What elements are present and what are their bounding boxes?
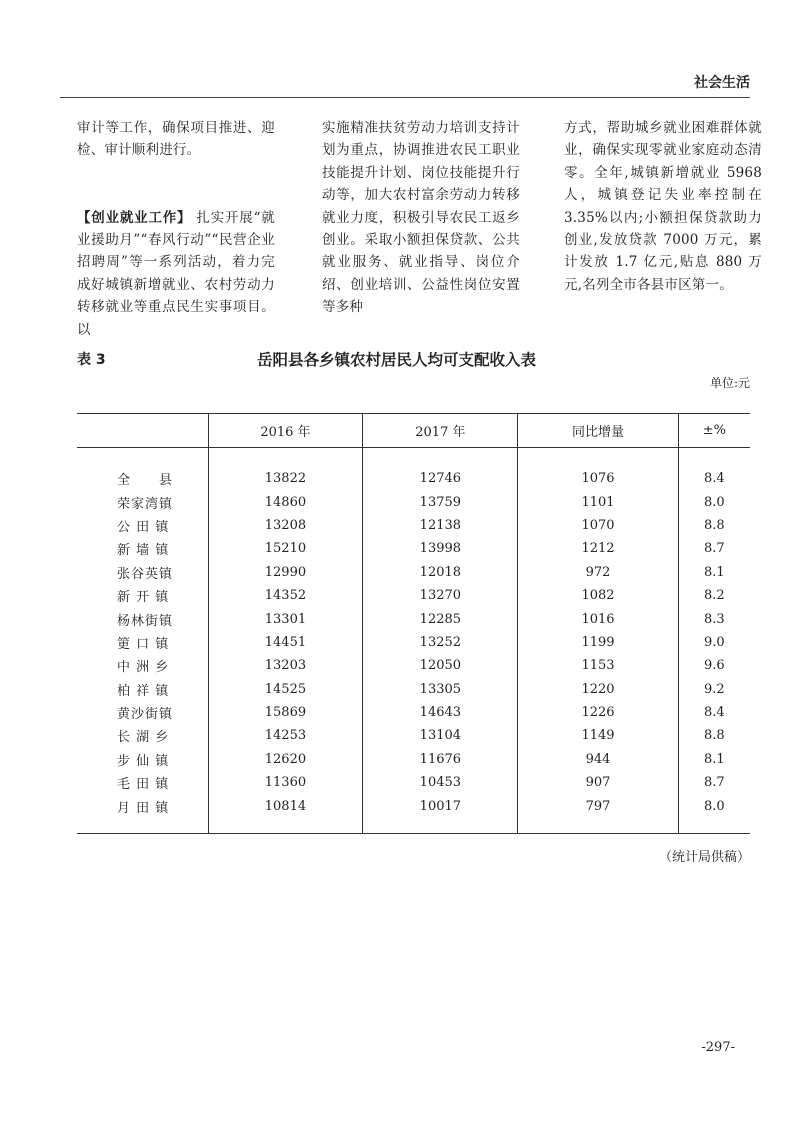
income-2017: 13104 (363, 724, 518, 747)
table-header-row (77, 414, 750, 448)
yoy-increase: 1212 (518, 537, 678, 560)
town-name: 步 仙 镇 (117, 753, 170, 769)
town-name: 荣家湾镇 (117, 496, 174, 512)
income-2017: 10453 (363, 771, 518, 794)
yoy-increase: 1153 (518, 654, 678, 677)
town-name: 月 田 镇 (117, 800, 170, 816)
yoy-increase: 1070 (518, 514, 678, 537)
table-row (77, 448, 750, 491)
table-row (77, 748, 750, 771)
income-2016: 14253 (208, 724, 363, 747)
percent-change: 8.8 (678, 514, 750, 537)
table-row (77, 701, 750, 724)
table-row (77, 514, 750, 537)
town-name: 杨林街镇 (117, 613, 174, 629)
income-2016: 15869 (208, 701, 363, 724)
yoy-increase: 1226 (518, 701, 678, 724)
income-2017: 11676 (363, 748, 518, 771)
income-2017: 13270 (363, 584, 518, 607)
percent-change: 8.7 (678, 537, 750, 560)
table-row (77, 607, 750, 630)
page-number: -297- (701, 1040, 735, 1055)
column-header: ±% (678, 414, 750, 448)
town-name: 黄沙街镇 (117, 707, 174, 723)
article-column-3 (564, 117, 762, 296)
yoy-increase: 1101 (518, 490, 678, 513)
income-2016: 14860 (208, 490, 363, 513)
paragraph: 实施精准扶贫劳动力培训支持计划为重点，协调推进农民工职业技能提升计划、岗位技能提升行动等，加大农村富余劳动力转移就业力度，积极引导农民工返乡创业。采取小额担保贷款、公共就业服务、就业指导、岗位介绍、创业培训、公益性岗位安置等多种 (322, 120, 520, 316)
yoy-increase: 797 (518, 794, 678, 833)
table-label: 表 3 (77, 352, 106, 368)
income-2017: 12050 (363, 654, 518, 677)
yoy-increase: 1199 (518, 631, 678, 654)
income-2017: 10017 (363, 794, 518, 833)
income-table (77, 413, 750, 834)
column-header (77, 414, 208, 448)
town-name: 毛 田 镇 (117, 777, 170, 793)
header-divider (60, 97, 750, 98)
income-2017: 12138 (363, 514, 518, 537)
table-row (77, 584, 750, 607)
paragraph (77, 207, 275, 341)
income-2017: 12018 (363, 561, 518, 584)
income-2016: 13301 (208, 607, 363, 630)
yoy-increase: 972 (518, 561, 678, 584)
percent-change: 8.4 (678, 701, 750, 724)
income-2016: 14352 (208, 584, 363, 607)
yoy-increase: 944 (518, 748, 678, 771)
percent-change: 9.2 (678, 678, 750, 701)
percent-change: 8.1 (678, 561, 750, 584)
town-name: 全 县 (117, 473, 174, 489)
income-2016: 11360 (208, 771, 363, 794)
percent-change: 9.0 (678, 631, 750, 654)
income-2016: 12620 (208, 748, 363, 771)
table-row (77, 724, 750, 747)
income-2017: 12746 (363, 448, 518, 491)
paragraph-text: 扎实开展“就业援助月”“春风行动”“民营企业招聘周”等一系列活动，着力完成好城镇新增就业、农村劳动力转移就业等重点民生实事项目。以 (77, 209, 275, 338)
table-row (77, 794, 750, 833)
income-2016: 12990 (208, 561, 363, 584)
table-row (77, 537, 750, 560)
town-name: 新 开 镇 (117, 590, 170, 606)
town-name: 新 墙 镇 (117, 543, 170, 559)
income-2016: 13208 (208, 514, 363, 537)
town-name: 张谷英镇 (117, 566, 174, 582)
town-name: 公 田 镇 (117, 519, 170, 535)
percent-change: 9.6 (678, 654, 750, 677)
percent-change: 8.4 (678, 448, 750, 491)
paragraph: 审计等工作，确保项目推进、迎检、审计顺利进行。 (77, 120, 275, 159)
town-name: 柏 祥 镇 (117, 683, 170, 699)
percent-change: 8.0 (678, 490, 750, 513)
income-2017: 13759 (363, 490, 518, 513)
table-row (77, 561, 750, 584)
percent-change: 8.1 (678, 748, 750, 771)
table-row (77, 771, 750, 794)
column-header: 2016 年 (208, 414, 363, 448)
table-row (77, 490, 750, 513)
income-2017: 12285 (363, 607, 518, 630)
income-2017: 13305 (363, 678, 518, 701)
income-2016: 14451 (208, 631, 363, 654)
income-2016: 13203 (208, 654, 363, 677)
income-2016: 13822 (208, 448, 363, 491)
table-row (77, 631, 750, 654)
column-header: 2017 年 (363, 414, 518, 448)
income-2016: 10814 (208, 794, 363, 833)
income-2017: 13998 (363, 537, 518, 560)
percent-change: 8.2 (678, 584, 750, 607)
table-row (77, 678, 750, 701)
section-keyword: 【创业就业工作】 (77, 209, 192, 226)
town-name: 长 湖 乡 (117, 730, 170, 746)
yoy-increase: 1082 (518, 584, 678, 607)
percent-change: 8.3 (678, 607, 750, 630)
income-2017: 13252 (363, 631, 518, 654)
article-column-2 (322, 117, 520, 319)
table-title: 岳阳县各乡镇农村居民人均可支配收入表 (256, 351, 536, 369)
percent-change: 8.8 (678, 724, 750, 747)
table-unit: 单位:元 (709, 376, 750, 390)
section-title: 社会生活 (694, 75, 750, 91)
town-name: 中 洲 乡 (117, 660, 170, 676)
column-header: 同比增量 (518, 414, 678, 448)
paragraph: 方式，帮助城乡就业困难群体就业，确保实现零就业家庭动态清零。全年,城镇新增就业 5968 人，城镇登记失业率控制在 3.35%以内;小额担保贷款助力创业,发放贷款 7000 万元，累计发放 1.7 亿元,贴息 880 万元,名列全市各县市区第一。 (564, 120, 762, 293)
income-2017: 14643 (363, 701, 518, 724)
percent-change: 8.7 (678, 771, 750, 794)
income-2016: 15210 (208, 537, 363, 560)
yoy-increase: 1149 (518, 724, 678, 747)
town-name: 筻 口 镇 (117, 636, 170, 652)
income-2016: 14525 (208, 678, 363, 701)
yoy-increase: 1016 (518, 607, 678, 630)
article-column-1 (77, 117, 275, 341)
table-source: （统计局供稿） (658, 850, 750, 865)
table-row (77, 654, 750, 677)
yoy-increase: 907 (518, 771, 678, 794)
yoy-increase: 1220 (518, 678, 678, 701)
percent-change: 8.0 (678, 794, 750, 833)
yoy-increase: 1076 (518, 448, 678, 491)
